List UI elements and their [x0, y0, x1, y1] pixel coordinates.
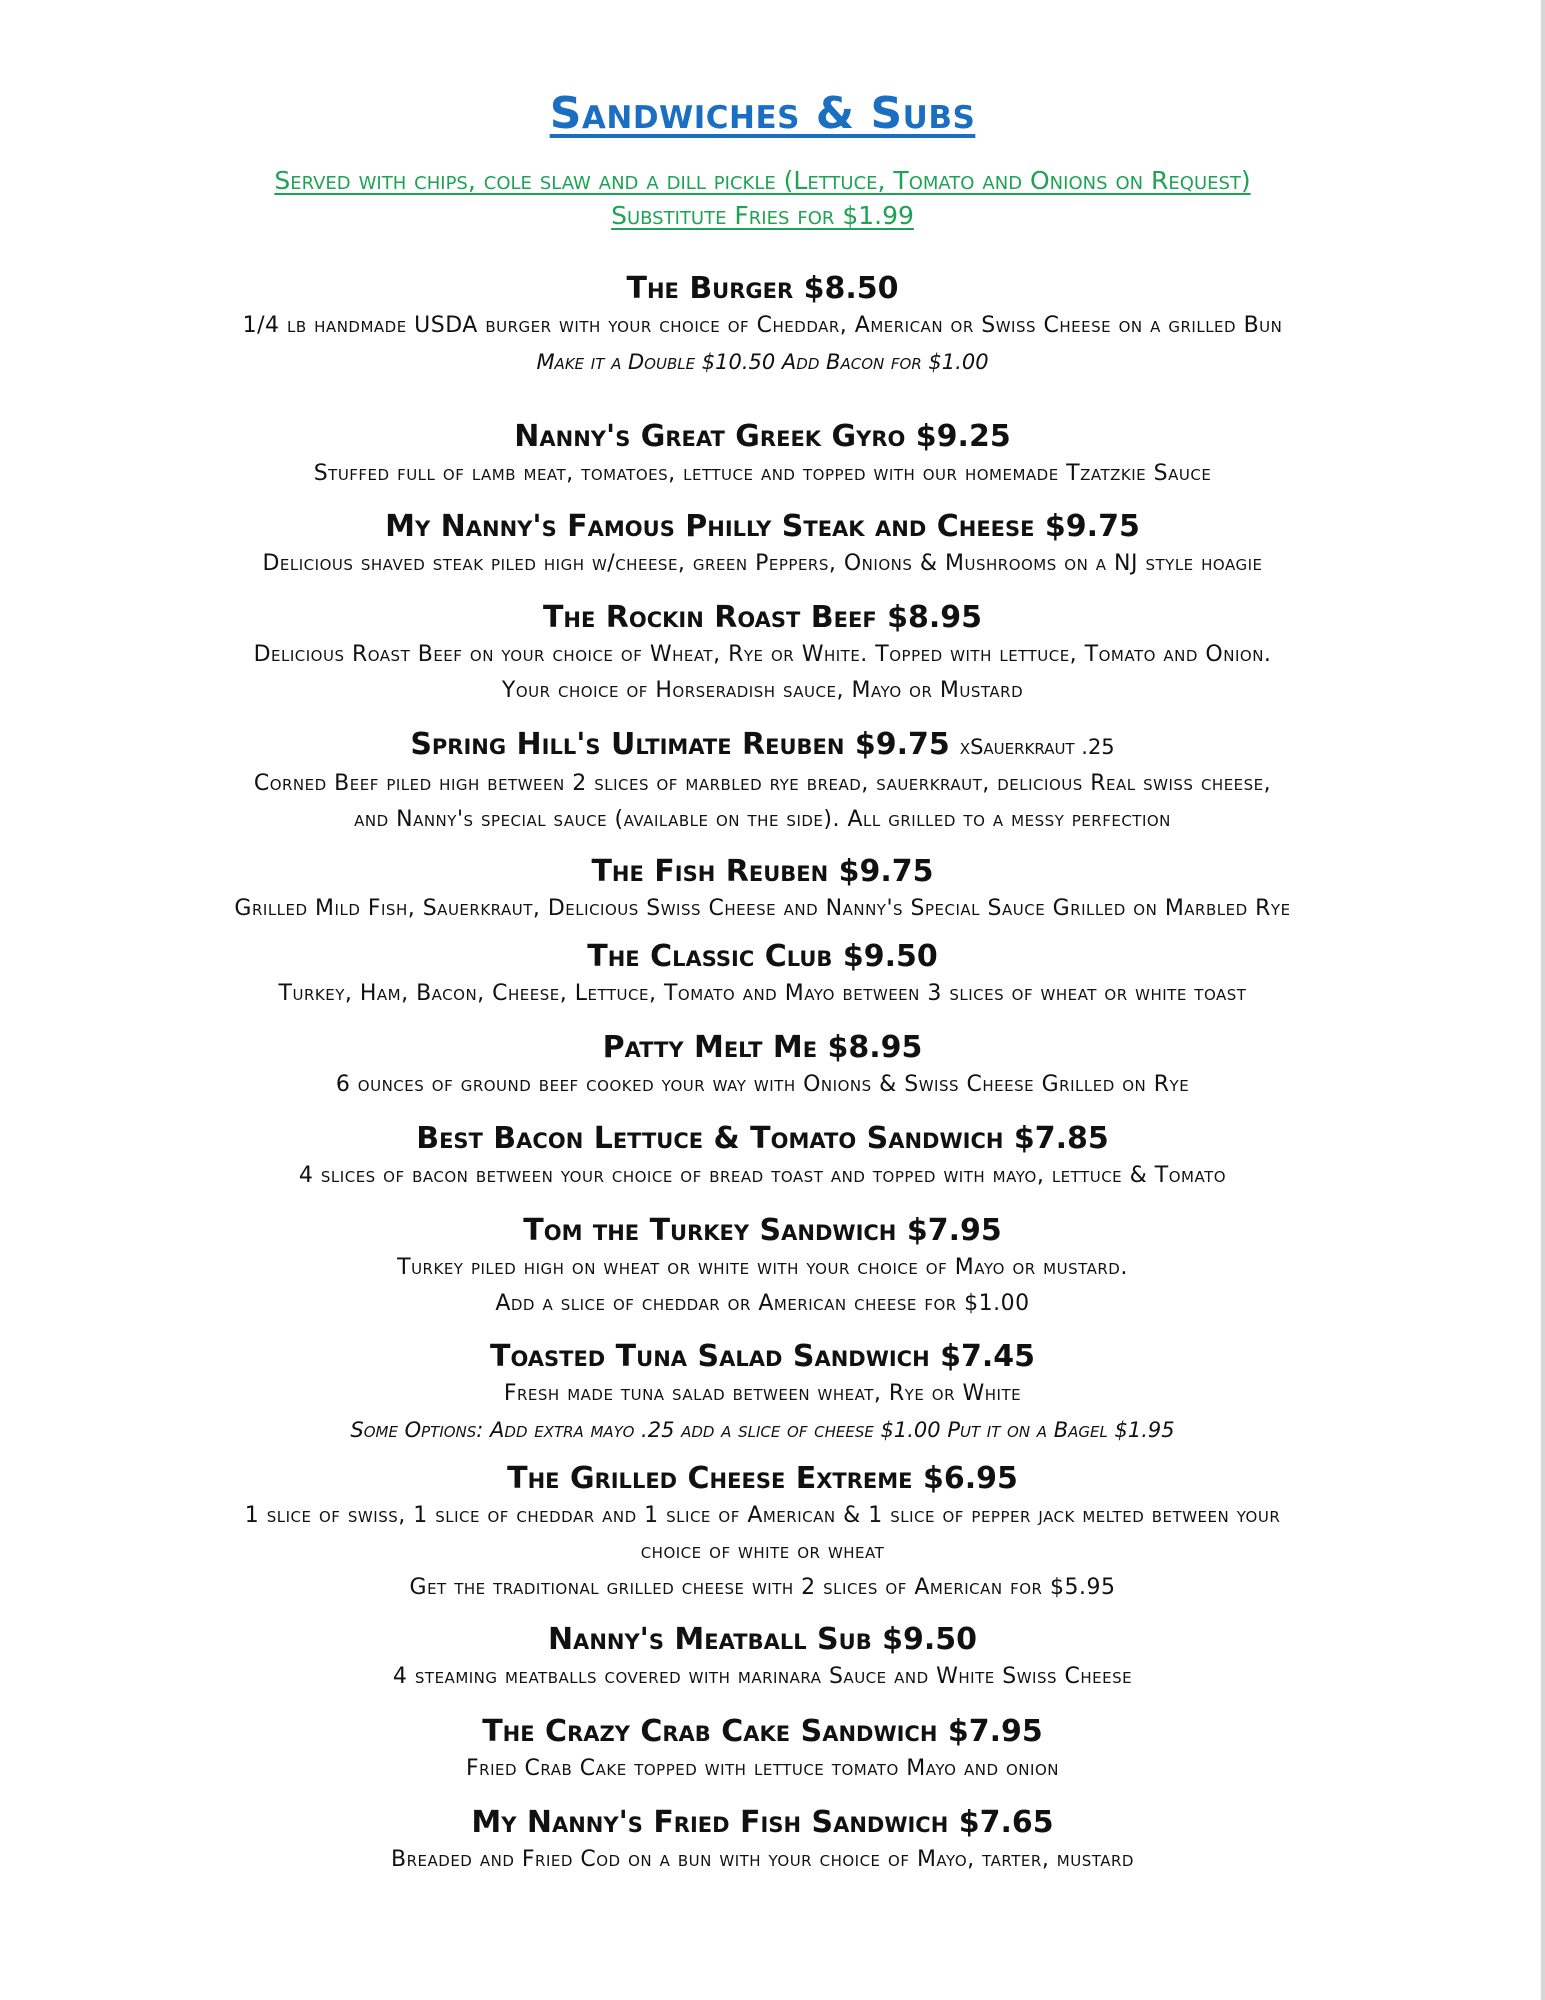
item-name: Tom the Turkey Sandwich $7.95	[523, 1213, 1002, 1248]
menu-item	[0, 418, 1525, 492]
item-description: Corned Beef piled high between 2 slices of marbled rye bread, sauerkraut, delicious Real swiss cheese,	[253, 771, 1272, 796]
item-description: 4 steaming meatballs covered with marinara Sauce and White Swiss Cheese	[392, 1664, 1133, 1689]
menu-item	[0, 1804, 1525, 1878]
item-name	[0, 726, 1525, 766]
fries-substitution-note: Substitute Fries for $1.99	[611, 201, 914, 230]
item-description: Grilled Mild Fish, Sauerkraut, Delicious Swiss Cheese and Nanny's Special Sauce Grilled on Marbled Rye	[234, 896, 1291, 921]
menu-item	[0, 853, 1525, 927]
menu-title: Sandwiches & Subs	[549, 88, 976, 139]
item-description: 6 ounces of ground beef cooked your way with Onions & Swiss Cheese Grilled on Rye	[335, 1072, 1190, 1097]
item-description: Turkey piled high on wheat or white with your choice of Mayo or mustard.	[397, 1255, 1128, 1280]
item-name: Toasted Tuna Salad Sandwich $7.45	[490, 1339, 1035, 1374]
item-description: Delicious Roast Beef on your choice of Wheat, Rye or White. Topped with lettuce, Tomato and Onion.	[253, 642, 1272, 667]
item-name: The Rockin Roast Beef $8.95	[542, 600, 983, 635]
page-edge	[1541, 0, 1545, 2000]
menu-item	[0, 599, 1525, 709]
item-description: 4 slices of bacon between your choice of bread toast and topped with mayo, lettuce & Tomato	[298, 1163, 1227, 1188]
menu-item	[0, 270, 1525, 380]
item-name: Nanny's Meatball Sub $9.50	[547, 1622, 978, 1657]
item-description: Your choice of Horseradish sauce, Mayo or Mustard	[501, 678, 1024, 703]
item-extra: xSauerkraut .25	[959, 735, 1115, 759]
item-name: The Burger $8.50	[626, 271, 899, 306]
item-description: Get the traditional grilled cheese with 2 slices of American for $5.95	[409, 1575, 1116, 1600]
menu-item	[0, 1621, 1525, 1695]
item-name: Patty Melt Me $8.95	[602, 1030, 923, 1065]
item-name-text: Spring Hill's Ultimate Reuben $9.75	[410, 727, 950, 762]
item-description: choice of white or wheat	[640, 1539, 885, 1564]
menu-item	[0, 1120, 1525, 1194]
menu-item	[0, 938, 1525, 1012]
item-name: The Classic Club $9.50	[587, 939, 938, 974]
item-description: 1 slice of swiss, 1 slice of cheddar and 1 slice of American & 1 slice of pepper jack melted between your	[244, 1503, 1281, 1528]
item-description: Fried Crab Cake topped with lettuce tomato Mayo and onion	[466, 1756, 1059, 1781]
menu-item	[0, 1338, 1525, 1448]
item-name: The Grilled Cheese Extreme $6.95	[507, 1461, 1018, 1496]
menu-item	[0, 1460, 1525, 1606]
item-name: My Nanny's Fried Fish Sandwich $7.65	[471, 1805, 1054, 1840]
item-description: 1/4 lb handmade USDA burger with your choice of Cheddar, American or Swiss Cheese on a grilled Bun	[242, 313, 1283, 338]
item-description: and Nanny's special sauce (available on the side). All grilled to a messy perfection	[354, 807, 1171, 832]
item-name: The Fish Reuben $9.75	[591, 854, 934, 889]
item-note: Make it a Double $10.50 Add Bacon for $1.00	[536, 350, 989, 374]
item-description: Breaded and Fried Cod on a bun with your choice of Mayo, tarter, mustard	[391, 1847, 1134, 1872]
menu-item	[0, 508, 1525, 582]
item-name: The Crazy Crab Cake Sandwich $7.95	[482, 1714, 1043, 1749]
item-description: Add a slice of cheddar or American cheese for $1.00	[495, 1291, 1030, 1316]
item-note: Some Options: Add extra mayo .25 add a slice of cheese $1.00 Put it on a Bagel $1.95	[350, 1418, 1175, 1442]
menu-item	[0, 1212, 1525, 1322]
item-description: Delicious shaved steak piled high w/cheese, green Peppers, Onions & Mushrooms on a NJ style hoagie	[262, 551, 1263, 576]
item-name: Nanny's Great Greek Gyro $9.25	[514, 419, 1011, 454]
item-description: Fresh made tuna salad between wheat, Rye or White	[503, 1381, 1022, 1406]
item-name: Best Bacon Lettuce & Tomato Sandwich $7.85	[416, 1121, 1109, 1156]
menu-item	[0, 1713, 1525, 1787]
item-description: Turkey, Ham, Bacon, Cheese, Lettuce, Tomato and Mayo between 3 slices of wheat or white toast	[278, 981, 1247, 1006]
menu-subtitle: Served with chips, cole slaw and a dill pickle (Lettuce, Tomato and Onions on Request)	[274, 166, 1251, 195]
item-name: My Nanny's Famous Philly Steak and Cheese $9.75	[385, 509, 1140, 544]
menu-item	[0, 1029, 1525, 1103]
menu-item	[0, 726, 1525, 838]
item-description: Stuffed full of lamb meat, tomatoes, lettuce and topped with our homemade Tzatzkie Sauce	[313, 461, 1212, 486]
